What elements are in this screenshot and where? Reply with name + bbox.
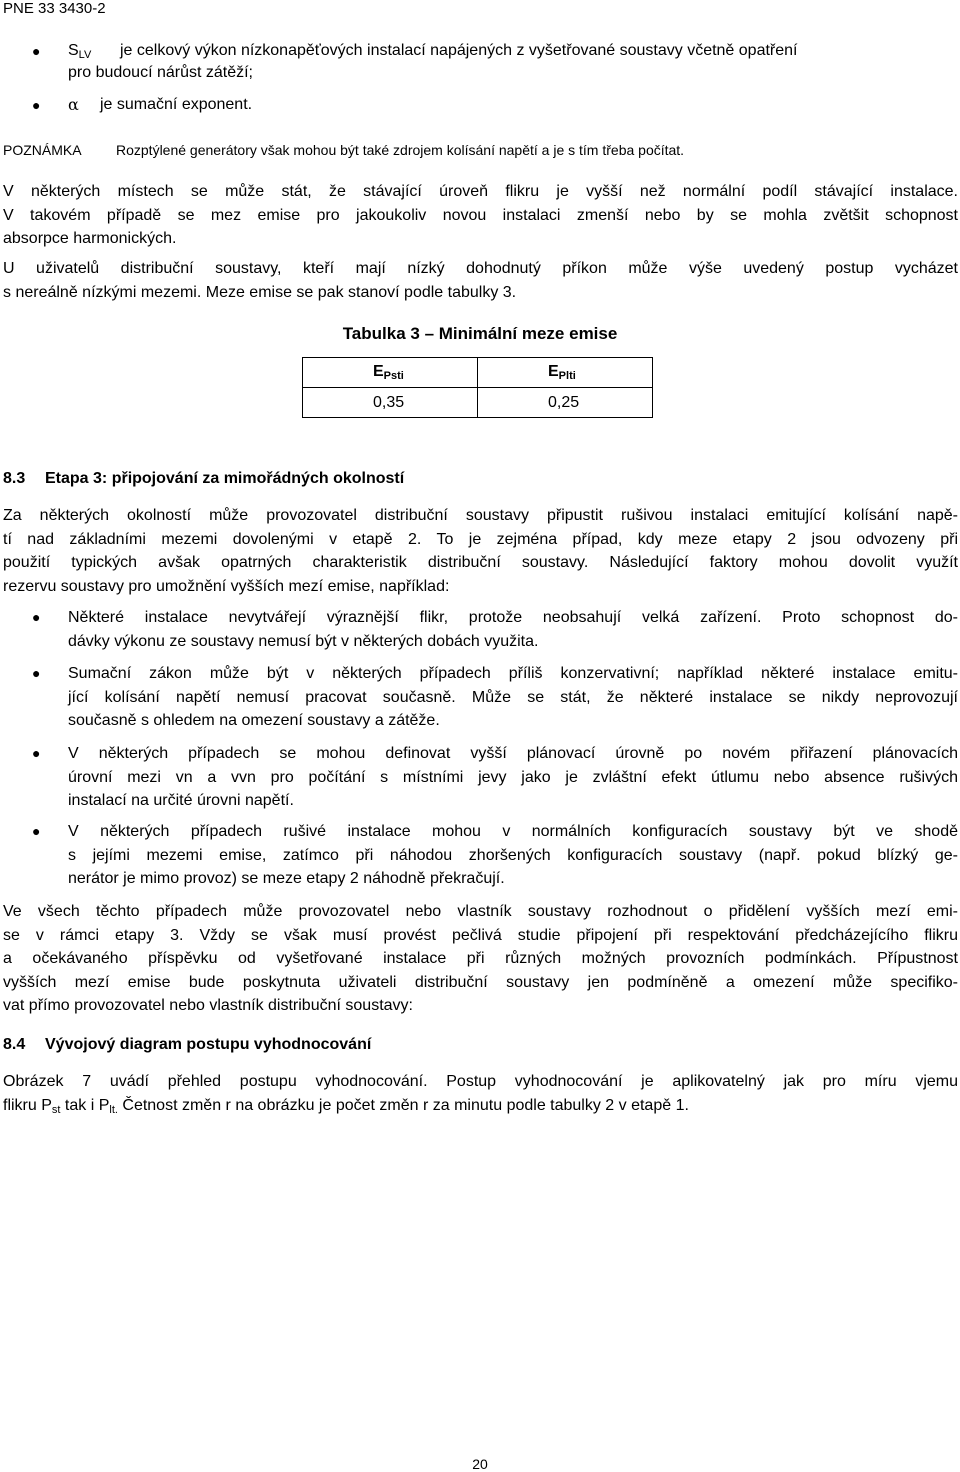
- text-line: instalací na určité úrovni napětí.: [68, 792, 294, 809]
- text-line: Obrázek 7 uvádí přehled postupu vyhodnocování. Postup vyhodnocování je aplikovatelný jak pro míru vjemu: [3, 1073, 958, 1090]
- section-heading-8-4: [3, 1036, 371, 1054]
- text-line: vat přímo provozovatel nebo vlastník distribuční soustavy:: [3, 997, 413, 1014]
- table-cell: 0,35: [303, 388, 478, 418]
- bullet-icon: ●: [32, 609, 41, 625]
- text-line: jící kolísání napětí nemusí pracovat současně. Může se stát, že některé instalace se nikdy neprovozují: [68, 688, 958, 706]
- section-number: 8.4: [3, 1036, 26, 1053]
- list-item-text: [68, 662, 958, 733]
- text-line: s nereálně nízkými mezemi. Meze emise se pak stanoví podle tabulky 3.: [3, 283, 517, 301]
- slv-symbol: $S_{LV}$: [68, 42, 92, 61]
- table-row: [303, 388, 653, 418]
- minimum-emission-table: [302, 357, 653, 418]
- bullet-icon: ●: [32, 745, 41, 761]
- text-line: V některých případech rušivé instalace mohou v normálních konfiguracích soustavy být ve shodě: [68, 823, 958, 840]
- table-header-row: [303, 358, 653, 388]
- paragraph-3: [3, 504, 958, 598]
- table-cell: 0,25: [478, 388, 653, 418]
- text-line: a očekávaného příspěvku od vyšetřované instalace při různých možných provozních podmínkách. Přípustnost: [3, 950, 958, 967]
- text-line: tí nad základními mezemi dovolenými v etapě 2. To je zejména případ, kdy meze etapy 2 jsou odvozeny při: [3, 530, 958, 548]
- text-line: Sumační zákon může být v některých případech příliš konzervativní; například některé instalace emitu-: [68, 665, 958, 682]
- section-heading-8-3: [3, 470, 404, 488]
- text-line: se v rámci etapy 3. Vždy se však musí provést pečlivá studie připojení při respektování předcházejícího flikru: [3, 926, 958, 944]
- note-label: POZNÁMKA: [3, 142, 82, 158]
- section-number: 8.3: [3, 470, 26, 487]
- text-line: dávky výkonu ze soustavy nemusí být v některých dobách využita.: [68, 632, 539, 650]
- text-line: Ve všech těchto případech může provozovatel nebo vlastník soustavy rozhodnout o přidělení vyšších mezí emi-: [3, 903, 958, 920]
- paragraph-1: [3, 180, 958, 251]
- text-line: úrovní mezi vn a vvn pro počítání s místními jevy jako je zvláštní efekt útlumu nebo absence rušivých: [68, 768, 958, 786]
- bullet-icon: ●: [32, 823, 41, 839]
- text-line: V některých případech se mohou definovat vyšší plánovací úrovně po novém přiřazení plánovacích: [68, 745, 958, 762]
- text-line: vyšších mezí emise bude poskytnuta uživateli distribuční soustavy jen podmíněně a omezení může specifiko-: [3, 973, 958, 991]
- text-line: Některé instalace nevytvářejí výraznější flikr, protože neobsahují velká zařízení. Proto schopnost do-: [68, 609, 958, 626]
- page-number: 20: [472, 1456, 488, 1472]
- header-cell-eplti: $E_{Plti}$: [478, 358, 653, 388]
- text-line: U uživatelů distribuční soustavy, kteří mají nízký dohodnutý příkon může výše uvedený postup vycházet: [3, 260, 958, 277]
- document-header: PNE 33 3430-2: [3, 0, 106, 17]
- header-cell-epsti: $E_{Psti}$: [303, 358, 478, 388]
- list-item-text: [68, 742, 958, 813]
- list-item-text: [68, 820, 958, 891]
- text-line: Za některých okolností může provozovatel distribuční soustavy připustit rušivou instalaci emitující kolísání napě-: [3, 507, 958, 524]
- alpha-symbol: α: [68, 95, 79, 114]
- bullet-icon: ●: [32, 97, 41, 113]
- bullet-icon: ●: [32, 43, 41, 59]
- section-title: Etapa 3: připojování za mimořádných okolností: [45, 470, 405, 487]
- bullet-icon: ●: [32, 665, 41, 681]
- section-title: Vývojový diagram postupu vyhodnocování: [45, 1036, 372, 1053]
- text-line: absorpce harmonických.: [3, 230, 177, 247]
- alpha-text: je sumační exponent.: [100, 96, 253, 113]
- slv-text-line-1: je celkový výkon nízkonapěťových instalací napájených z vyšetřované soustavy včetně opatření: [120, 42, 798, 59]
- text-line: s jejími mezemi emise, zatímco při náhodou zhoršených konfiguracích soustavy (např. pokud blízký ge-: [68, 846, 958, 864]
- paragraph-5: [3, 1070, 958, 1122]
- text-line: flikru Pst tak i Plt. Četnost změn r na obrázku je počet změn r za minutu podle tabulky 2 v etapě 1.: [3, 1096, 689, 1116]
- list-item-text: [68, 606, 958, 653]
- text-line: použití typických avšak opatrných charakteristik distribuční soustavy. Následující faktory mohou dovolit využít: [3, 554, 958, 571]
- text-line: současně s ohledem na omezení soustavy a zátěže.: [68, 712, 440, 729]
- note-text: Rozptýlené generátory však mohou být také zdrojem kolísání napětí a je s tím třeba počítat.: [116, 142, 685, 158]
- text-line: nerátor je mimo provoz) se meze etapy 2 náhodně překračují.: [68, 870, 505, 887]
- table-caption: Tabulka 3 – Minimální meze emise: [342, 324, 618, 343]
- paragraph-2: [3, 257, 958, 304]
- slv-text-line-2: pro budoucí nárůst zátěží;: [68, 64, 253, 81]
- paragraph-4: [3, 900, 958, 1018]
- text-line: V takovém případě se mez emise pro jakoukoliv novou instalaci zmenší nebo by se mohla zvětšit schopnost: [3, 206, 958, 224]
- text-line: rezervu soustavy pro umožnění vyšších mezí emise, například:: [3, 577, 450, 595]
- text-line: V některých místech se může stát, že stávající úroveň flikru je vyšší než normální podíl stávající instalace.: [3, 183, 958, 200]
